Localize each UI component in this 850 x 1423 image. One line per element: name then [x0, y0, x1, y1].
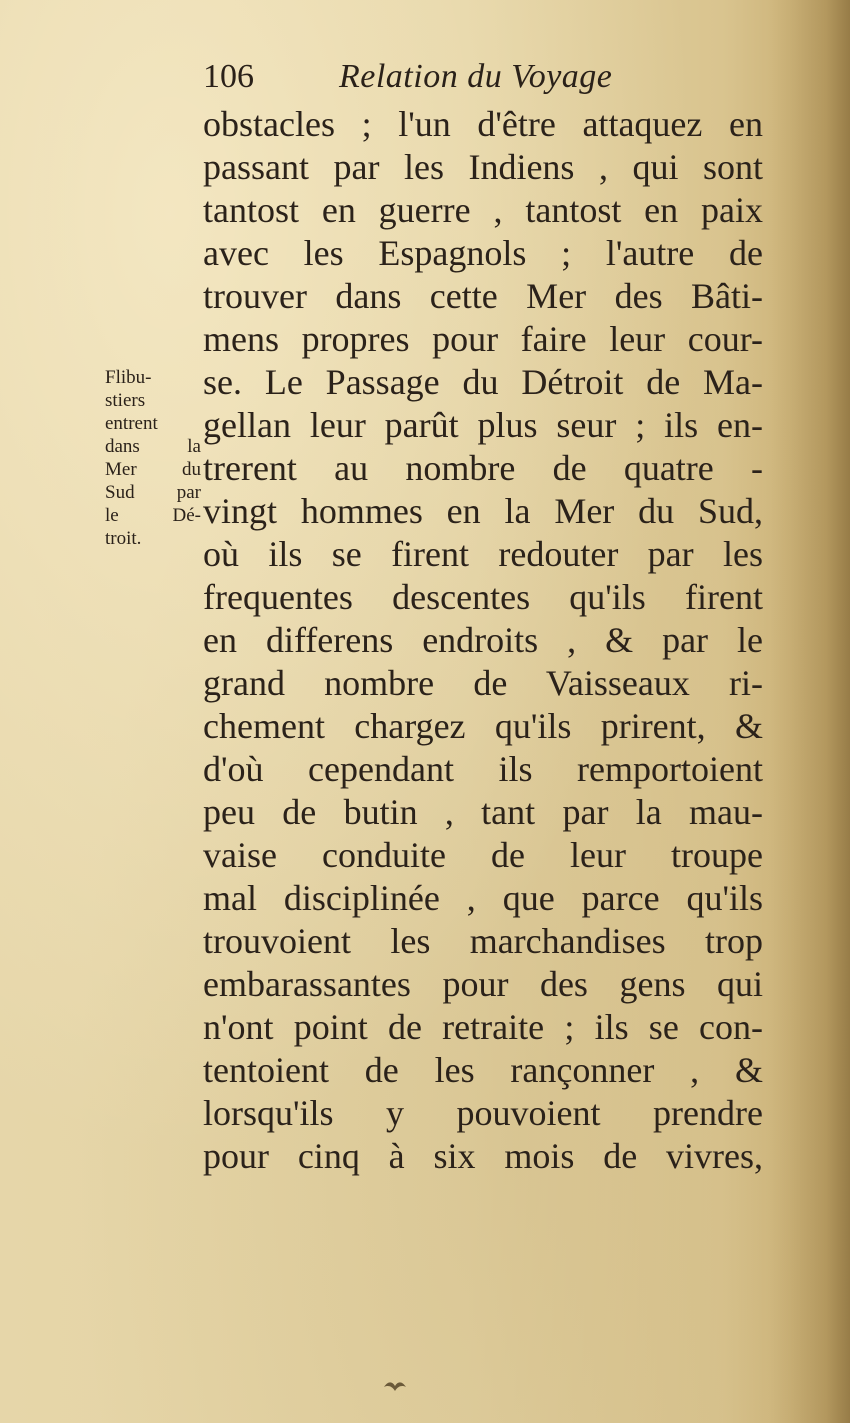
- text-line: chement chargez qu'ils prirent, &: [203, 706, 763, 746]
- text-line: trouvoient les marchandises trop: [203, 921, 763, 961]
- text-line: frequentes descentes qu'ils firent: [203, 577, 763, 617]
- fleuron-ornament-icon: [382, 1378, 408, 1394]
- margin-note: [105, 366, 201, 550]
- text-line: en differens endroits , & par le: [203, 620, 763, 660]
- text-line: grand nombre de Vaisseaux ri-: [203, 663, 763, 703]
- margin-note-line: dans la: [105, 436, 201, 457]
- body-text: [203, 103, 763, 1178]
- text-line: vaise conduite de leur troupe: [203, 835, 763, 875]
- margin-note-line: stiers: [105, 390, 146, 411]
- text-line: pour cinq à six mois de vivres,: [203, 1136, 763, 1176]
- text-line: où ils se firent redouter par les: [203, 534, 763, 574]
- text-line: d'où cependant ils remportoient: [203, 749, 763, 789]
- page-header: [203, 58, 763, 102]
- text-line: mens propres pour faire leur cour-: [203, 319, 763, 359]
- text-line: avec les Espagnols ; l'autre de: [203, 233, 763, 273]
- text-line: peu de butin , tant par la mau-: [203, 792, 763, 832]
- margin-note-line: Flibu-: [105, 367, 152, 388]
- text-line: tantost en guerre , tantost en paix: [203, 190, 763, 230]
- margin-note-line: Mer du: [105, 459, 201, 480]
- text-line: passant par les Indiens , qui sont: [203, 147, 763, 187]
- text-line: se. Le Passage du Détroit de Ma-: [203, 362, 763, 402]
- text-line: vingt hommes en la Mer du Sud,: [203, 491, 763, 531]
- margin-note-line: entrent: [105, 413, 158, 434]
- margin-note-line: troit.: [105, 528, 142, 549]
- text-line: lorsqu'ils y pouvoient prendre: [203, 1093, 763, 1133]
- running-head: Relation du Voyage: [339, 58, 613, 95]
- page-edge-shadow: [770, 0, 850, 1423]
- page-number: 106: [203, 58, 254, 95]
- text-line: mal disciplinée , que parce qu'ils: [203, 878, 763, 918]
- text-line: n'ont point de retraite ; ils se con-: [203, 1007, 763, 1047]
- margin-note-line: le Dé-: [105, 505, 201, 526]
- margin-note-line: Sud par: [105, 482, 201, 503]
- text-line: gellan leur parût plus seur ; ils en-: [203, 405, 763, 445]
- text-line: obstacles ; l'un d'être attaquez en: [203, 104, 763, 144]
- text-line: embarassantes pour des gens qui: [203, 964, 763, 1004]
- text-line: tentoient de les rançonner , &: [203, 1050, 763, 1090]
- text-line: trouver dans cette Mer des Bâti-: [203, 276, 763, 316]
- text-line: trerent au nombre de quatre -: [203, 448, 763, 488]
